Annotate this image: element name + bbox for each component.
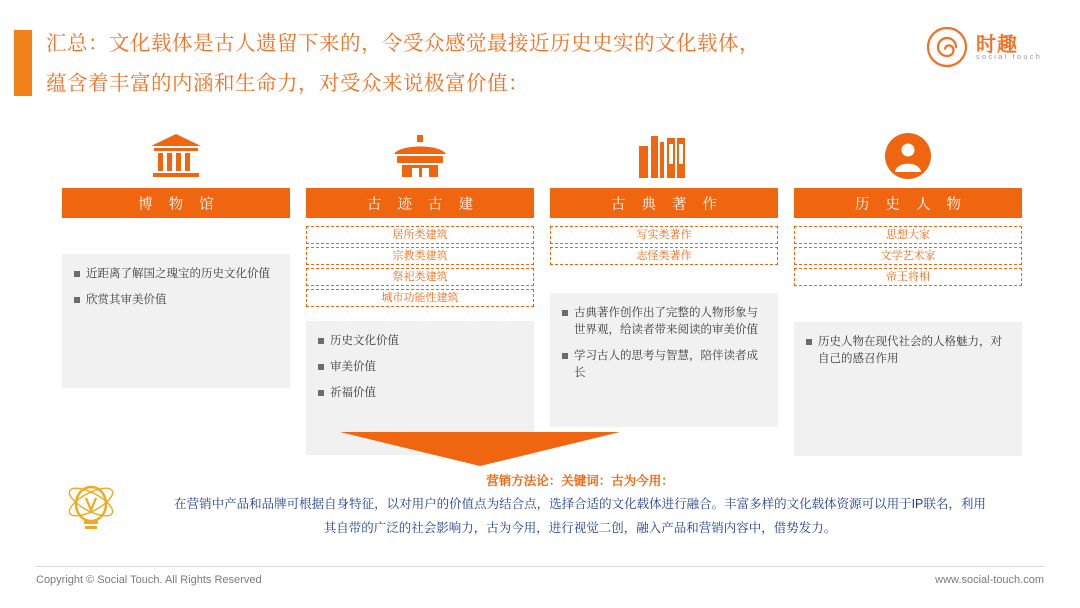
bullet-icon — [74, 297, 80, 303]
bullet-icon — [806, 339, 812, 345]
ancient-building-icon — [306, 126, 534, 188]
note-text: 祈福价值 — [330, 387, 376, 399]
spiral-logo-icon — [926, 26, 968, 68]
column-heading: 历 史 人 物 — [794, 188, 1022, 218]
down-arrow-icon — [340, 432, 620, 466]
tag: 祭祀类建筑 — [306, 268, 534, 286]
category-column-museum — [62, 126, 290, 388]
footer-divider — [36, 566, 1044, 567]
tag: 志怪类著作 — [550, 247, 778, 265]
note-text: 历史人物在现代社会的人格魅力，对自己的感召作用 — [818, 336, 1002, 365]
list-item — [318, 333, 522, 350]
tag-list — [306, 226, 534, 307]
list-item — [562, 348, 766, 382]
title-line-2: 蕴含着丰富的内涵和生命力，对受众来说极富价值： — [46, 72, 529, 95]
callout-line-1: 在营销中产品和品牌可根据自身特征，以对用户的价值点为结合点，选择合适的文化载体进行融合。丰富多样的文化载体资源可以用于IP联名，利用 — [174, 497, 986, 511]
callout-title: 营销方法论：关键词：古为今用： — [486, 474, 674, 488]
list-item — [318, 385, 522, 402]
category-column-classic-works — [550, 126, 778, 427]
list-item — [74, 292, 278, 309]
tag: 帝王将相 — [794, 268, 1022, 286]
bullet-icon — [74, 271, 80, 277]
tag: 城市功能性建筑 — [306, 289, 534, 307]
bullet-icon — [318, 338, 324, 344]
methodology-callout — [52, 470, 1032, 552]
bullet-icon — [562, 353, 568, 359]
column-heading: 古 迹 古 建 — [306, 188, 534, 218]
note-text: 学习古人的思考与智慧，陪伴读者成长 — [574, 350, 758, 379]
title-line-1: 汇总：文化载体是古人遗留下来的，令受众感觉最接近历史史实的文化载体， — [46, 32, 760, 55]
category-column-historical-figures — [794, 126, 1022, 456]
notes-panel — [794, 322, 1022, 456]
note-text: 古典著作创作出了完整的人物形象与世界观，给读者带来阅读的审美价值 — [574, 307, 758, 336]
notes-panel — [62, 254, 290, 388]
lightbulb-icon — [62, 478, 120, 540]
column-heading: 博 物 馆 — [62, 188, 290, 218]
notes-panel — [550, 293, 778, 427]
website-url: www.social-touch.com — [935, 574, 1044, 586]
person-icon — [794, 126, 1022, 188]
copyright-text: Copyright © Social Touch. All Rights Reserved — [36, 574, 262, 586]
callout-text — [130, 470, 1030, 540]
logo-text: 时趣 — [976, 34, 1018, 56]
list-item — [806, 334, 1010, 368]
category-column-ancient-buildings — [306, 126, 534, 455]
tag: 文学艺术家 — [794, 247, 1022, 265]
note-text: 近距离了解国之瑰宝的历史文化价值 — [86, 268, 270, 280]
brand-logo — [926, 24, 1056, 72]
tag: 居所类建筑 — [306, 226, 534, 244]
accent-bar — [14, 30, 32, 96]
museum-icon — [62, 126, 290, 188]
tag: 宗教类建筑 — [306, 247, 534, 265]
tag-list — [794, 226, 1022, 286]
tag: 写实类著作 — [550, 226, 778, 244]
note-text: 历史文化价值 — [330, 335, 399, 347]
callout-line-2: 其自带的广泛的社会影响力，古为今用，进行视觉二创，融入产品和营销内容中，借势发力。 — [323, 521, 837, 535]
note-text: 审美价值 — [330, 361, 376, 373]
logo-subtext: social touch — [976, 52, 1043, 61]
note-text: 欣赏其审美价值 — [86, 294, 167, 306]
page-title — [46, 24, 926, 104]
list-item — [74, 266, 278, 283]
category-columns — [62, 126, 1022, 436]
tag: 思想大家 — [794, 226, 1022, 244]
bullet-icon — [318, 364, 324, 370]
list-item — [562, 305, 766, 339]
column-heading: 古 典 著 作 — [550, 188, 778, 218]
header — [0, 24, 1080, 110]
bullet-icon — [318, 390, 324, 396]
books-icon — [550, 126, 778, 188]
bullet-icon — [562, 310, 568, 316]
tag-list — [550, 226, 778, 265]
list-item — [318, 359, 522, 376]
